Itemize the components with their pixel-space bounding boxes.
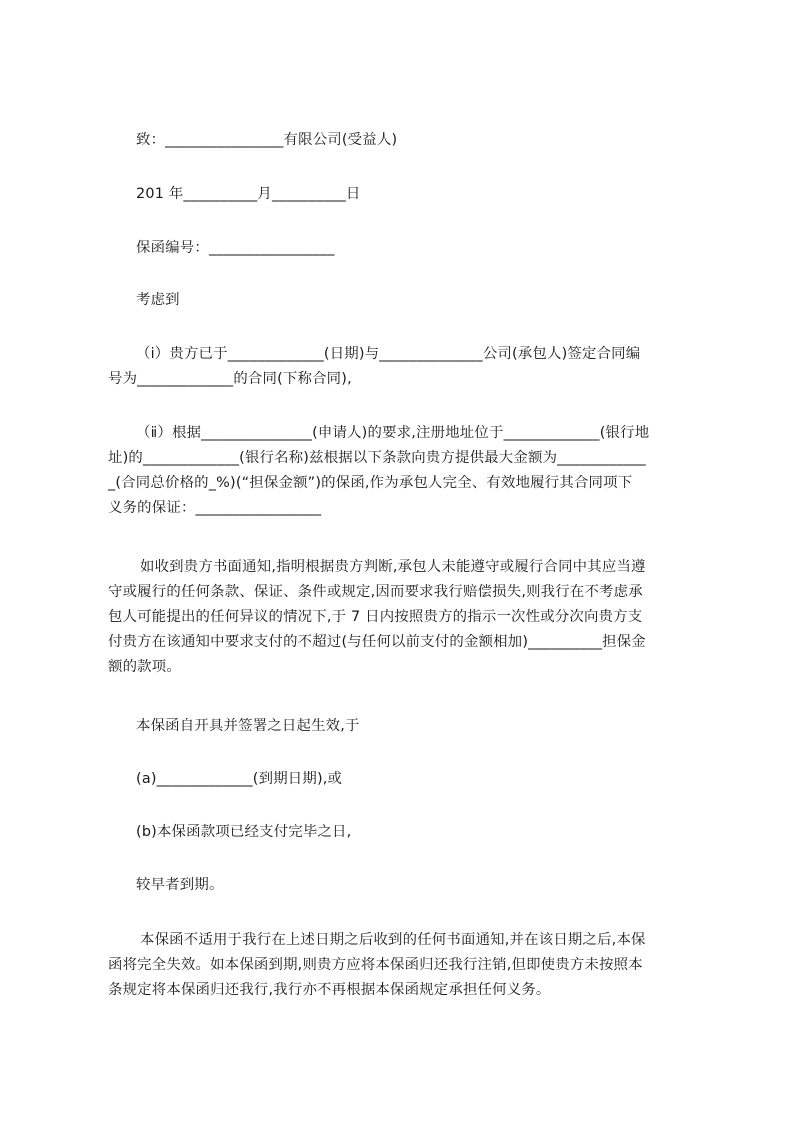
clause-i-line-2: 号为_____________的合同(下称合同), xyxy=(108,371,352,387)
validity-intro: 本保函自开具并签署之日起生效,于 xyxy=(136,718,360,734)
demand-line-1: 如收到贵方书面通知,指明根据贵方判断,承包人未能遵守或履行合同中其应当遵 xyxy=(140,559,646,575)
clause-ii-line-3: _(合同总价格的_%)(“担保金额”)的保函,作为承包人完全、有效地履行其合同项下 xyxy=(108,475,633,491)
option-b: (b)本保函款项已经支付完毕之日, xyxy=(136,824,352,840)
clause-ii-line-2: 址)的_____________(银行名称)兹根据以下条款向贵方提供最大金额为____________ xyxy=(108,450,646,466)
final-line-1: 本保函不适用于我行在上述日期之后收到的任何书面通知,并在该日期之后,本保 xyxy=(140,932,646,948)
demand-line-5: 额的款项。 xyxy=(108,659,181,675)
final-paragraph xyxy=(108,928,708,1003)
clause-i xyxy=(108,342,708,392)
clause-i-line-1: （ⅰ）贵方已于_____________(日期)与______________公司(承包人)签定合同编 xyxy=(136,346,641,362)
guarantee-number-line: 保函编号：_________________ xyxy=(136,240,335,256)
clause-ii-line-4: 义务的保证：_________________ xyxy=(108,500,322,516)
recipient-line: 致：________________有限公司(受益人) xyxy=(136,132,398,148)
whereas-heading: 考虑到 xyxy=(136,292,180,308)
clause-ii-line-1: （ⅱ）根据_______________(申请人)的要求,注册地址位于_____________(银行地 xyxy=(136,425,650,441)
date-line: 201 年__________月__________日 xyxy=(136,186,361,202)
demand-line-4: 付贵方在该通知中要求支付的不超过(与任何以前支付的金额相加)__________担保金 xyxy=(108,634,646,650)
option-a: (a)_____________(到期日期),或 xyxy=(136,771,343,787)
final-line-3: 条规定将本保函归还我行,我行亦不再根据本保函规定承担任何义务。 xyxy=(108,982,551,998)
demand-line-2: 守或履行的任何条款、保证、条件或规定,因而要求我行赔偿损失,则我行在不考虑承 xyxy=(108,584,643,600)
demand-paragraph xyxy=(108,555,708,680)
clause-ii xyxy=(108,421,708,521)
earlier-expiry: 较早者到期。 xyxy=(136,877,224,893)
final-line-2: 函将完全失效。如本保函到期,则贵方应将本保函归还我行注销,但即使贵方未按照本 xyxy=(108,957,643,973)
demand-line-3: 包人可能提出的任何异议的情况下,于 7 日内按照贵方的指示一次性或分次向贵方支 xyxy=(108,609,643,625)
